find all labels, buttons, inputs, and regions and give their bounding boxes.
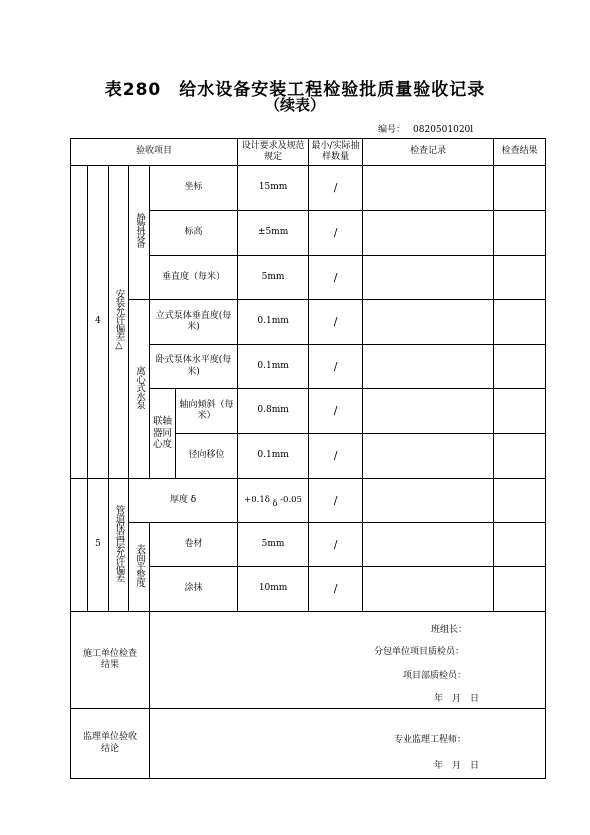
record-cell[interactable] <box>363 434 494 479</box>
row-item: 立式泵体垂直度(每米) <box>150 300 238 345</box>
result-cell[interactable] <box>494 166 546 211</box>
row-spec: 5mm <box>238 256 309 300</box>
record-cell[interactable] <box>363 389 494 434</box>
serial-label: 编号： <box>378 125 406 135</box>
row-count: / <box>309 256 363 300</box>
record-cell[interactable] <box>363 345 494 389</box>
result-cell[interactable] <box>494 345 546 389</box>
header-count: 最小/实际抽样数量 <box>309 139 363 166</box>
header-item: 验收项目 <box>71 139 238 166</box>
serial-number <box>378 122 473 135</box>
header-design: 设计要求及规范规定 <box>238 139 309 166</box>
row-item: 卧式泵体水平度(每米) <box>150 345 238 389</box>
header-record: 检查记录 <box>363 139 494 166</box>
row-item: 垂直度（每米） <box>150 256 238 300</box>
table-row <box>71 166 546 211</box>
header-row <box>71 139 546 166</box>
record-cell[interactable] <box>363 256 494 300</box>
engineer-label: 专业监理工程师： <box>394 735 467 745</box>
result-cell[interactable] <box>494 256 546 300</box>
result-cell[interactable] <box>494 300 546 345</box>
row-count: / <box>309 567 363 612</box>
row-spec: 0.1mm <box>238 434 309 479</box>
row-item: 涂抹 <box>150 567 238 612</box>
record-cell[interactable] <box>363 300 494 345</box>
serial-value: 0820501020l <box>413 125 474 135</box>
row-item: 标高 <box>150 211 238 256</box>
row-spec: 0.8mm <box>238 389 309 434</box>
sub-inspector-label: 分包单位项目质检员： <box>374 647 465 657</box>
row-item: 径向移位 <box>176 434 238 479</box>
result-cell[interactable] <box>494 211 546 256</box>
static-group: 静置设备 <box>129 166 150 300</box>
row-item: 轴向倾斜（每米） <box>176 389 238 434</box>
supervision-label: 监理单位验收结论 <box>71 709 150 779</box>
record-cell[interactable] <box>363 479 494 523</box>
result-cell[interactable] <box>494 389 546 434</box>
page-title: 表280 给水设备安装工程检验批质量验收记录 <box>104 80 486 100</box>
row-item: 厚度 δ <box>129 479 238 523</box>
row-spec: 15mm <box>238 166 309 211</box>
surface-group: 表面平整度 <box>129 523 150 612</box>
row-item: 卷材 <box>150 523 238 567</box>
record-cell[interactable] <box>363 211 494 256</box>
row-spec: 0.1mm <box>238 345 309 389</box>
row-count: / <box>309 300 363 345</box>
section5-name: 管道保温层允许偏差 <box>109 479 129 612</box>
row-count: / <box>309 523 363 567</box>
section4-no: 4 <box>88 166 109 479</box>
header-result: 检查结果 <box>494 139 546 166</box>
row-count: / <box>309 211 363 256</box>
result-cell[interactable] <box>494 523 546 567</box>
section5-no: 5 <box>88 479 109 612</box>
spec-plus: +0.1δ <box>244 495 270 506</box>
spec-delta: δ <box>272 499 278 509</box>
row-spec: 0.1mm <box>238 300 309 345</box>
page-subtitle: （续表） <box>264 96 325 114</box>
table-row <box>71 479 546 523</box>
pump-group: 离心式水泵 <box>129 300 150 479</box>
supervision-date: 年 月 日 <box>434 761 480 771</box>
team-leader-label: 班组长： <box>431 625 468 635</box>
record-cell[interactable] <box>363 523 494 567</box>
inspection-table <box>70 138 546 779</box>
row-count: / <box>309 345 363 389</box>
result-cell[interactable] <box>494 434 546 479</box>
table-row <box>71 523 546 567</box>
construction-signature-area[interactable] <box>150 612 546 709</box>
record-cell[interactable] <box>363 567 494 612</box>
construction-label: 施工单位检查结果 <box>71 612 150 709</box>
row-count: / <box>309 434 363 479</box>
row-item: 坐标 <box>150 166 238 211</box>
supervision-row <box>71 709 546 779</box>
result-cell[interactable] <box>494 567 546 612</box>
supervision-signature-area[interactable] <box>150 709 546 779</box>
result-cell[interactable] <box>494 479 546 523</box>
construction-date: 年 月 日 <box>434 694 480 704</box>
row-spec: 5mm <box>238 523 309 567</box>
coupling-group: 联轴器同心度 <box>150 389 176 479</box>
row-spec: 10mm <box>238 567 309 612</box>
row-count: / <box>309 389 363 434</box>
record-cell[interactable] <box>363 166 494 211</box>
row-spec <box>238 479 309 523</box>
row-count: / <box>309 166 363 211</box>
dept-inspector-label: 项目部质检员： <box>403 671 467 681</box>
table-row <box>71 300 546 345</box>
spec-minus: -0.05 <box>280 495 302 506</box>
row-spec: ±5mm <box>238 211 309 256</box>
row-count: / <box>309 479 363 523</box>
construction-row <box>71 612 546 709</box>
section4-name: 安装允许偏差△ <box>109 166 129 479</box>
